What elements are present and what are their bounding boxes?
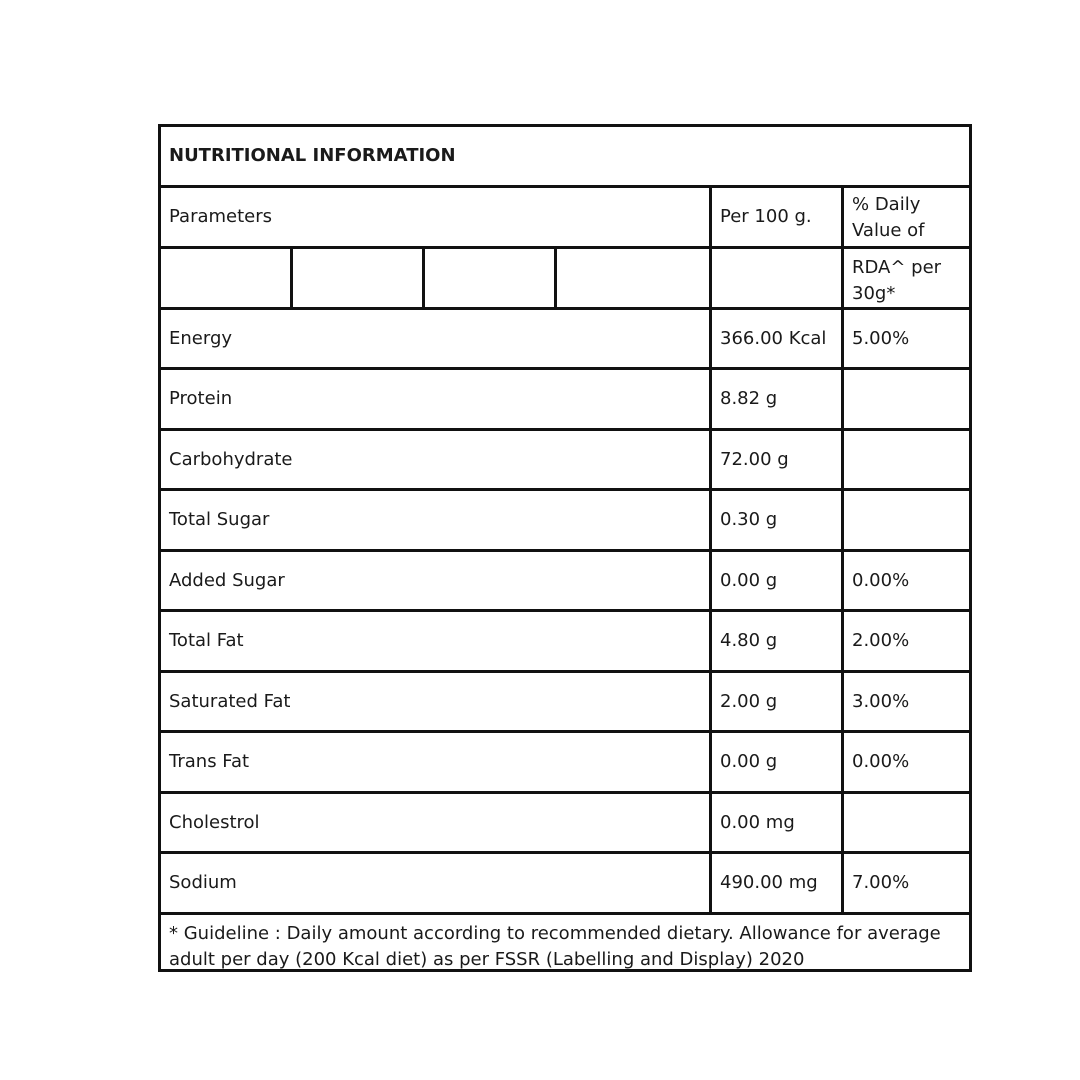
row-dv: 0.00% (852, 751, 910, 772)
row-per100: 0.00 g (712, 552, 844, 609)
row-name: Total Sugar (161, 491, 712, 549)
row-name: Saturated Fat (161, 673, 712, 730)
row-dv (844, 491, 969, 549)
nutrition-table (158, 124, 972, 972)
row-per100: 2.00 g (712, 673, 844, 730)
table-row (161, 552, 969, 612)
header-daily-value: % Daily Value of (852, 194, 925, 241)
row-per100: 366.00 Kcal (712, 310, 844, 367)
row-name: Trans Fat (161, 733, 712, 791)
subheader-row (161, 249, 969, 310)
empty-cell (161, 249, 293, 307)
row-per100: 8.82 g (712, 370, 844, 428)
row-per100: 0.00 mg (712, 794, 844, 851)
table-row (161, 673, 969, 733)
empty-cell (425, 249, 557, 307)
footnote: * Guideline : Daily amount according to recommended dietary. Allowance for average adult per day (200 Kcal diet) as per FSSR (Labelling and Display) 2020 (169, 923, 941, 970)
row-dv (844, 370, 969, 428)
empty-cell (293, 249, 425, 307)
row-name: Added Sugar (161, 552, 712, 609)
table-row (161, 794, 969, 854)
row-per100: 4.80 g (712, 612, 844, 670)
header-row (161, 188, 969, 249)
row-per100: 0.00 g (712, 733, 844, 791)
header-parameters: Parameters (161, 188, 712, 246)
header-per-100g: Per 100 g. (712, 188, 844, 246)
table-row (161, 310, 969, 370)
row-dv: 7.00% (852, 872, 910, 893)
empty-cell (712, 249, 844, 307)
footnote-row (161, 915, 969, 969)
table-row (161, 612, 969, 673)
row-dv: 0.00% (852, 569, 910, 591)
table-row (161, 431, 969, 491)
row-per100: 72.00 g (712, 431, 844, 488)
row-name: Total Fat (161, 612, 712, 670)
row-dv: 2.00% (852, 630, 910, 651)
empty-cell (557, 249, 712, 307)
row-name: Sodium (161, 854, 712, 912)
row-per100: 0.30 g (712, 491, 844, 549)
table-row (161, 733, 969, 794)
row-dv (844, 794, 969, 851)
row-dv (844, 431, 969, 488)
row-name: Cholestrol (161, 794, 712, 851)
row-per100: 490.00 mg (712, 854, 844, 912)
header-rda: RDA^ per 30g* (852, 257, 942, 304)
row-name: Protein (161, 370, 712, 428)
table-title: NUTRITIONAL INFORMATION (169, 145, 456, 166)
table-row (161, 854, 969, 915)
table-row (161, 491, 969, 552)
title-row (161, 127, 969, 188)
row-dv: 5.00% (852, 327, 910, 349)
row-name: Carbohydrate (161, 431, 712, 488)
row-dv: 3.00% (852, 690, 910, 712)
table-row (161, 370, 969, 431)
row-name: Energy (161, 310, 712, 367)
